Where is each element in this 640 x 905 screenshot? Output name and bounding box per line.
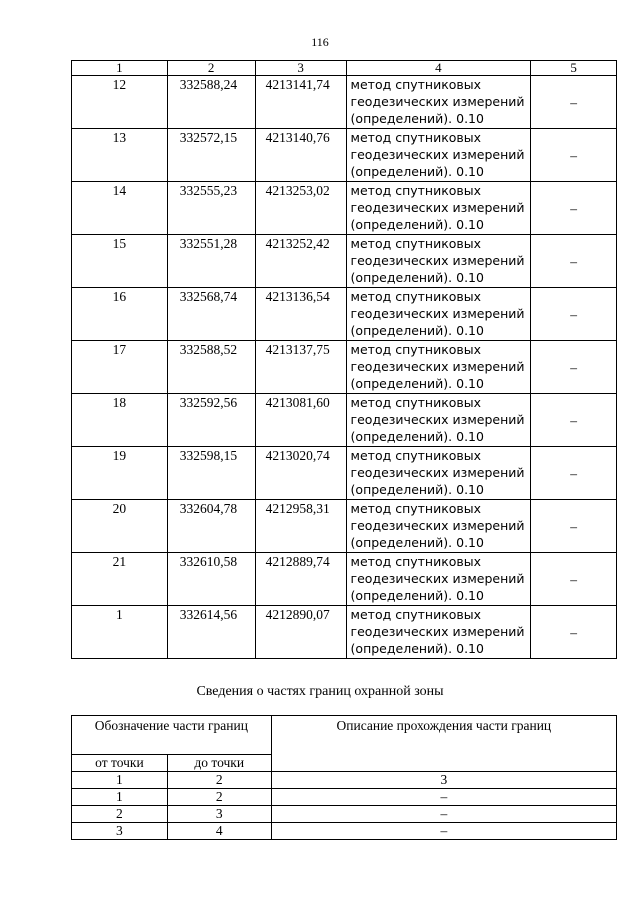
x-coordinate-cell: 332551,28 bbox=[167, 235, 255, 288]
point-number-cell: 12 bbox=[72, 76, 168, 129]
coordinate-row bbox=[72, 288, 617, 341]
coordinate-row bbox=[72, 553, 617, 606]
method-line: метод спутниковых bbox=[350, 77, 482, 92]
to-point-cell: 2 bbox=[167, 789, 271, 806]
method-cell bbox=[346, 606, 531, 659]
method-line: геодезических измерений bbox=[350, 306, 525, 321]
point-number-cell: 14 bbox=[72, 182, 168, 235]
x-coordinate-cell: 332592,56 bbox=[167, 394, 255, 447]
to-point-header: до точки bbox=[167, 755, 271, 772]
method-line: (определений). 0.10 bbox=[350, 217, 484, 232]
point-number-cell: 19 bbox=[72, 447, 168, 500]
x-coordinate-cell: 332604,78 bbox=[167, 500, 255, 553]
coordinate-row bbox=[72, 76, 617, 129]
point-number-cell: 20 bbox=[72, 500, 168, 553]
method-line: геодезических измерений bbox=[350, 465, 525, 480]
coordinate-row bbox=[72, 394, 617, 447]
y-coordinate-cell: 4213140,76 bbox=[255, 129, 346, 182]
boundary-part-row bbox=[72, 823, 617, 840]
y-coordinate-cell: 4213252,42 bbox=[255, 235, 346, 288]
from-point-cell: 3 bbox=[72, 823, 168, 840]
method-line: (определений). 0.10 bbox=[350, 588, 484, 603]
point-number-cell: 1 bbox=[72, 606, 168, 659]
method-cell bbox=[346, 500, 531, 553]
x-coordinate-cell: 332588,52 bbox=[167, 341, 255, 394]
x-coordinate-cell: 332555,23 bbox=[167, 182, 255, 235]
page-number: 116 bbox=[311, 35, 329, 49]
method-line: метод спутниковых bbox=[350, 236, 482, 251]
method-line: геодезических измерений bbox=[350, 412, 525, 427]
method-line: метод спутниковых bbox=[350, 183, 482, 198]
point-number-cell: 15 bbox=[72, 235, 168, 288]
coordinate-row bbox=[72, 500, 617, 553]
method-line: метод спутниковых bbox=[350, 289, 482, 304]
boundary-part-row bbox=[72, 772, 617, 789]
description-header: Описание прохождения части границ bbox=[271, 716, 616, 772]
y-coordinate-cell: 4212889,74 bbox=[255, 553, 346, 606]
y-coordinate-cell: 4212890,07 bbox=[255, 606, 346, 659]
method-line: геодезических измерений bbox=[350, 147, 525, 162]
point-number-cell: 18 bbox=[72, 394, 168, 447]
extra-cell: – bbox=[531, 553, 617, 606]
method-cell bbox=[346, 394, 531, 447]
header-cell: 2 bbox=[167, 61, 255, 76]
y-coordinate-cell: 4213136,54 bbox=[255, 288, 346, 341]
method-line: геодезических измерений bbox=[350, 253, 525, 268]
boundary-part-row bbox=[72, 789, 617, 806]
method-line: геодезических измерений bbox=[350, 571, 525, 586]
y-coordinate-cell: 4213081,60 bbox=[255, 394, 346, 447]
designation-header: Обозначение части границ bbox=[72, 716, 272, 755]
extra-cell: – bbox=[531, 76, 617, 129]
method-cell bbox=[346, 129, 531, 182]
method-line: (определений). 0.10 bbox=[350, 535, 484, 550]
extra-cell: – bbox=[531, 500, 617, 553]
y-coordinate-cell: 4213020,74 bbox=[255, 447, 346, 500]
point-number-cell: 13 bbox=[72, 129, 168, 182]
method-line: геодезических измерений bbox=[350, 518, 525, 533]
method-line: метод спутниковых bbox=[350, 342, 482, 357]
extra-cell: – bbox=[531, 394, 617, 447]
boundary-parts-table bbox=[71, 715, 617, 840]
y-coordinate-cell: 4213137,75 bbox=[255, 341, 346, 394]
from-point-cell: 2 bbox=[72, 806, 168, 823]
extra-cell: – bbox=[531, 182, 617, 235]
coordinate-row bbox=[72, 606, 617, 659]
header-cell: 4 bbox=[346, 61, 531, 76]
boundary-part-row bbox=[72, 806, 617, 823]
point-number-cell: 21 bbox=[72, 553, 168, 606]
method-line: (определений). 0.10 bbox=[350, 641, 484, 656]
extra-cell: – bbox=[531, 341, 617, 394]
method-line: (определений). 0.10 bbox=[350, 429, 484, 444]
method-cell bbox=[346, 76, 531, 129]
method-cell bbox=[346, 235, 531, 288]
method-line: геодезических измерений bbox=[350, 200, 525, 215]
method-line: (определений). 0.10 bbox=[350, 111, 484, 126]
method-line: метод спутниковых bbox=[350, 448, 482, 463]
method-cell bbox=[346, 553, 531, 606]
method-line: метод спутниковых bbox=[350, 554, 482, 569]
extra-cell: – bbox=[531, 129, 617, 182]
coordinates-table bbox=[71, 60, 617, 659]
from-point-cell: 1 bbox=[72, 789, 168, 806]
parts-header-row bbox=[72, 716, 617, 755]
method-line: метод спутниковых bbox=[350, 607, 482, 622]
method-line: геодезических измерений bbox=[350, 359, 525, 374]
method-line: геодезических измерений bbox=[350, 624, 525, 639]
x-coordinate-cell: 332598,15 bbox=[167, 447, 255, 500]
y-coordinate-cell: 4213253,02 bbox=[255, 182, 346, 235]
method-cell bbox=[346, 447, 531, 500]
coordinate-row bbox=[72, 129, 617, 182]
header-cell: 1 bbox=[72, 61, 168, 76]
method-cell bbox=[346, 182, 531, 235]
to-point-cell: 2 bbox=[167, 772, 271, 789]
point-number-cell: 17 bbox=[72, 341, 168, 394]
method-line: (определений). 0.10 bbox=[350, 323, 484, 338]
from-point-cell: 1 bbox=[72, 772, 168, 789]
x-coordinate-cell: 332610,58 bbox=[167, 553, 255, 606]
section-title: Сведения о частях границ охранной зоны bbox=[196, 684, 444, 699]
extra-cell: – bbox=[531, 606, 617, 659]
description-cell: – bbox=[271, 823, 616, 840]
method-line: (определений). 0.10 bbox=[350, 376, 484, 391]
method-line: геодезических измерений bbox=[350, 94, 525, 109]
coordinate-row bbox=[72, 447, 617, 500]
coordinate-row bbox=[72, 182, 617, 235]
point-number-cell: 16 bbox=[72, 288, 168, 341]
header-cell: 3 bbox=[255, 61, 346, 76]
x-coordinate-cell: 332568,74 bbox=[167, 288, 255, 341]
y-coordinate-cell: 4213141,74 bbox=[255, 76, 346, 129]
header-cell: 5 bbox=[531, 61, 617, 76]
coordinates-header-row bbox=[72, 61, 617, 76]
extra-cell: – bbox=[531, 447, 617, 500]
method-cell bbox=[346, 288, 531, 341]
method-line: метод спутниковых bbox=[350, 130, 482, 145]
x-coordinate-cell: 332588,24 bbox=[167, 76, 255, 129]
method-line: метод спутниковых bbox=[350, 395, 482, 410]
description-cell: 3 bbox=[271, 772, 616, 789]
method-line: (определений). 0.10 bbox=[350, 270, 484, 285]
method-line: (определений). 0.10 bbox=[350, 164, 484, 179]
x-coordinate-cell: 332614,56 bbox=[167, 606, 255, 659]
to-point-cell: 3 bbox=[167, 806, 271, 823]
method-line: метод спутниковых bbox=[350, 501, 482, 516]
from-point-header: от точки bbox=[72, 755, 168, 772]
to-point-cell: 4 bbox=[167, 823, 271, 840]
coordinate-row bbox=[72, 341, 617, 394]
method-line: (определений). 0.10 bbox=[350, 482, 484, 497]
description-cell: – bbox=[271, 789, 616, 806]
coordinate-row bbox=[72, 235, 617, 288]
y-coordinate-cell: 4212958,31 bbox=[255, 500, 346, 553]
extra-cell: – bbox=[531, 288, 617, 341]
description-cell: – bbox=[271, 806, 616, 823]
extra-cell: – bbox=[531, 235, 617, 288]
method-cell bbox=[346, 341, 531, 394]
x-coordinate-cell: 332572,15 bbox=[167, 129, 255, 182]
